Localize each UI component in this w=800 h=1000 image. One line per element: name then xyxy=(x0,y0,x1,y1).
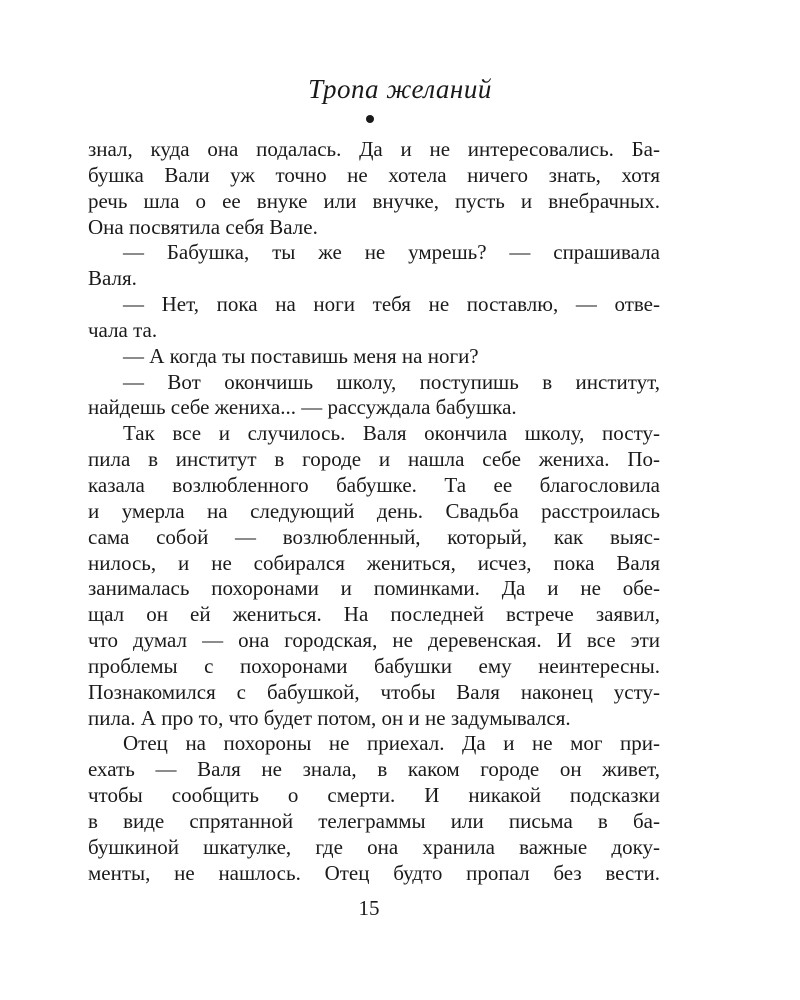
text-line: и умерла на следующий день. Свадьба расстроилась xyxy=(88,498,660,523)
text-line: Познакомился с бабушкой, чтобы Валя наконец усту- xyxy=(88,679,660,704)
text-line: проблемы с похоронами бабушки ему неинтересны. xyxy=(88,653,660,678)
bullet-ornament-icon xyxy=(366,115,374,123)
text-line: бушка Вали уж точно не хотела ничего знать, хотя xyxy=(88,162,660,187)
body-text xyxy=(88,137,660,886)
text-line: Так все и случилось. Валя окончила школу, посту- xyxy=(123,421,660,446)
text-line: пила. А про то, что будет потом, он и не задумывался. xyxy=(88,705,571,730)
text-line: бушкиной шкатулке, где она хранила важные доку- xyxy=(88,834,660,859)
text-line: Валя. xyxy=(88,266,137,291)
text-line: Отец на похороны не приехал. Да и не мог при- xyxy=(123,731,660,756)
text-line: Она посвятила себя Вале. xyxy=(88,214,318,239)
text-line: — Бабушка, ты же не умрешь? — спрашивала xyxy=(123,240,660,265)
text-line: — Нет, пока на ноги тебя не поставлю, — отве- xyxy=(123,292,660,317)
text-line: найдешь себе жениха... — рассуждала бабушка. xyxy=(88,395,517,420)
text-line: — А когда ты поставишь меня на ноги? xyxy=(123,343,479,368)
page-number: 15 xyxy=(358,896,380,920)
text-line: щал он ей жениться. На последней встрече заявил, xyxy=(88,602,660,627)
text-line: чала та. xyxy=(88,317,158,342)
text-line: — Вот окончишь школу, поступишь в институт, xyxy=(123,369,660,394)
text-line: казала возлюбленного бабушке. Та ее благословила xyxy=(88,472,660,497)
text-line: нилось, и не собирался жениться, исчез, пока Валя xyxy=(88,550,660,575)
text-line: что думал — она городская, не деревенская. И все эти xyxy=(88,628,660,653)
running-head: Тропа желаний xyxy=(308,74,492,104)
text-line: чтобы сообщить о смерти. И никакой подсказки xyxy=(88,783,660,808)
text-line: занималась похоронами и поминками. Да и не обе- xyxy=(88,576,660,601)
text-line: знал, куда она подалась. Да и не интересовались. Ба- xyxy=(88,137,660,161)
text-line: речь шла о ее внуке или внучке, пусть и внебрачных. xyxy=(88,188,660,213)
text-line: в виде спрятанной телеграммы или письма в ба- xyxy=(88,808,660,833)
text-line: сама собой — возлюбленный, который, как выяс- xyxy=(88,524,660,549)
text-line: пила в институт в городе и нашла себе жениха. По- xyxy=(88,447,660,472)
text-line: менты, не нашлось. Отец будто пропал без вести. xyxy=(88,860,660,885)
text-line: ехать — Валя не знала, в каком городе он живет, xyxy=(88,757,660,782)
